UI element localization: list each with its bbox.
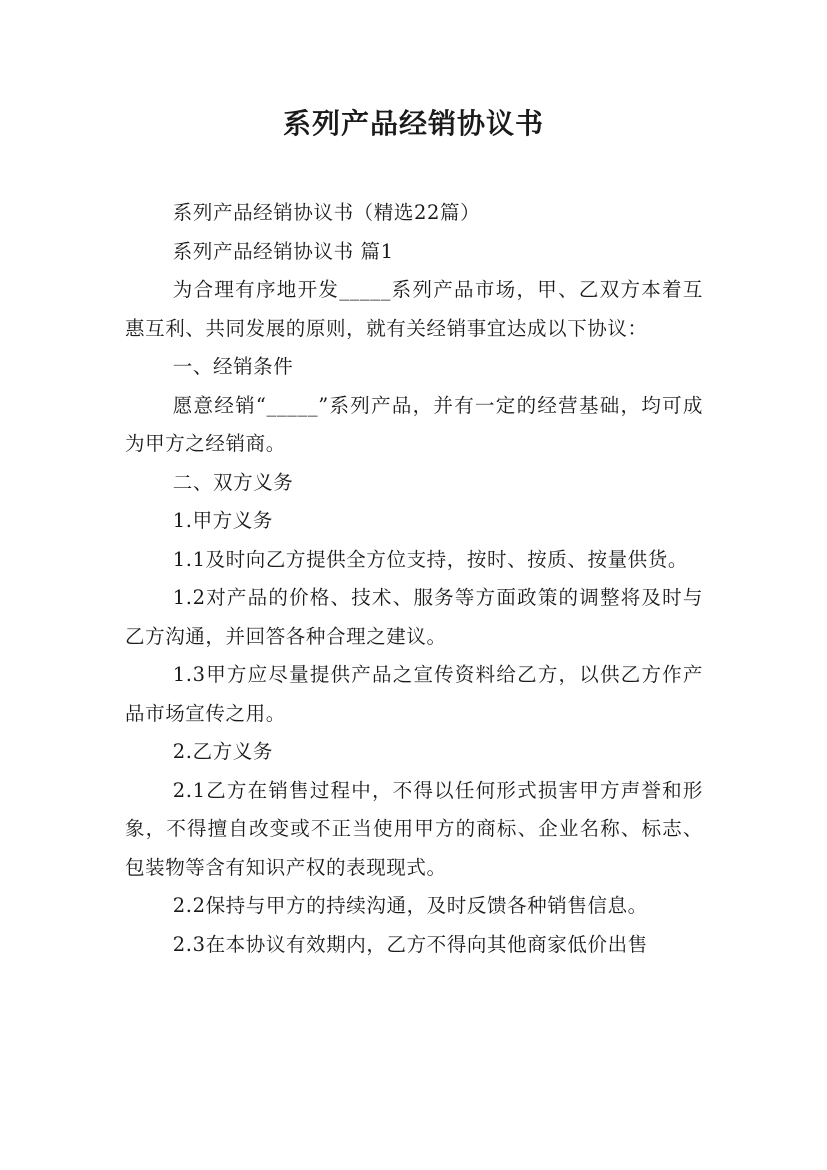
paragraph-heading: 一、经销条件 (172, 355, 294, 378)
paragraph: 为合理有序地开发_____系列产品市场，甲、乙双方本着互惠互利、共同发展的原则，就有关经销事宜达成以下协议： (125, 278, 703, 340)
paragraph: 2.2保持与甲方的持续沟通，及时反馈各种销售信息。 (172, 894, 648, 917)
paragraph: 愿意经销“_____”系列产品，并有一定的经营基础，均可成为甲方之经销商。 (125, 393, 703, 455)
paragraph-subheading: 2.乙方义务 (172, 740, 273, 763)
paragraph-heading: 二、双方义务 (172, 470, 294, 494)
paragraph: 2.3在本协议有效期内，乙方不得向其他商家低价出售 (172, 932, 648, 956)
document-body (125, 194, 703, 964)
paragraph-subtitle: 系列产品经销协议书（精选22篇） (172, 201, 481, 224)
paragraph-subheading: 1.甲方义务 (172, 509, 273, 532)
document-title: 系列产品经销协议书 (282, 107, 544, 140)
paragraph: 2.1乙方在销售过程中，不得以任何形式损害甲方声誉和形象，不得擅自改变或不正当使用甲方的商标、企业名称、标志、包装物等含有知识产权的表现现式。 (125, 778, 703, 879)
paragraph: 1.3甲方应尽量提供产品之宣传资料给乙方，以供乙方作产品市场宣传之用。 (125, 663, 703, 725)
paragraph: 1.2对产品的价格、技术、服务等方面政策的调整将及时与乙方沟通，并回答各种合理之建议。 (125, 586, 703, 648)
paragraph-section-heading: 系列产品经销协议书 篇1 (172, 239, 394, 263)
paragraph: 1.1及时向乙方提供全方位支持，按时、按质、按量供货。 (172, 547, 688, 571)
